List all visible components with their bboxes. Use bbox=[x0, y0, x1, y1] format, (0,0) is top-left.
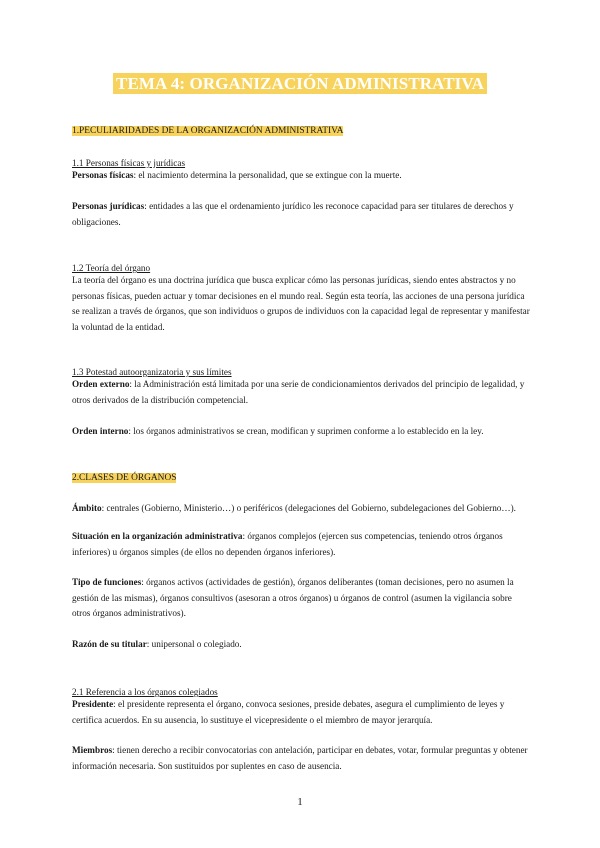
subsection-1-1-heading: 1.1 Personas físicas y jurídicas bbox=[72, 158, 186, 168]
page-number: 1 bbox=[297, 796, 303, 808]
paragraph-orden-interno: Orden interno: los órganos administrativos se crean, modifican y suprimen conforme a lo establecido en la ley. bbox=[72, 426, 484, 436]
paragraph-miembros: Miembros: tienen derecho a recibir convocatorias con antelación, participar en debates, votar, formular preguntas y obtener información necesaria. Son sustituidos por suplentes en caso de ausencia. bbox=[72, 745, 528, 771]
paragraph-personas-fisicas: Personas físicas: el nacimiento determina la personalidad, que se extingue con la muerte. bbox=[72, 170, 402, 180]
paragraph-teoria-organo: La teoría del órgano es una doctrina jurídica que busca explicar cómo las personas jurídicas, siendo entes abstractos y no personas físicas, pueden actuar y tomar decisiones en el mundo real. Según esta teoría, las acciones de una persona jurídica se realizan a través de órganos, que son individuos o grupos de individuos con la capacidad legal de representar y manifestar la voluntad de la entidad. bbox=[72, 275, 530, 332]
paragraph-situacion: Situación en la organización administrativa: órganos complejos (ejercen sus competencias, teniendo otros órganos inferiores) u órganos simples (de ellos no dependen órganos inferiores). bbox=[72, 531, 503, 557]
paragraph-personas-juridicas: Personas jurídicas: entidades a las que el ordenamiento jurídico les reconoce capacidad para ser titulares de derechos y obligaciones. bbox=[72, 201, 514, 227]
subsection-1-2-heading: 1.2 Teoría del órgano bbox=[72, 263, 151, 273]
page-title bbox=[0, 74, 600, 94]
paragraph-razon-titular: Razón de su titular: unipersonal o colegiado. bbox=[72, 639, 242, 649]
section-2-heading: 2.CLASES DE ÓRGANOS bbox=[72, 473, 177, 483]
section-1-heading: 1.PECULIARIDADES DE LA ORGANIZACIÓN ADMINISTRATIVA bbox=[72, 126, 344, 136]
paragraph-ambito: Ámbito: centrales (Gobierno, Ministerio…) o periféricos (delegaciones del Gobierno, subdelegaciones del Gobierno…). bbox=[72, 503, 516, 513]
subsection-2-1-heading: 2.1 Referencia a los órganos colegiados bbox=[72, 687, 218, 697]
title-highlight: TEMA 4: ORGANIZACIÓN ADMINISTRATIVA bbox=[113, 73, 487, 94]
subsection-1-3-heading: 1.3 Potestad autoorganizatoria y sus límites bbox=[72, 367, 232, 377]
paragraph-tipo-funciones: Tipo de funciones: órganos activos (actividades de gestión), órganos deliberantes (toman decisiones, pero no asumen la gestión de las mismas), órganos consultivos (asesoran a otros órganos) u órganos de control (asumen la vigilancia sobre otros órganos administrativos). bbox=[72, 577, 514, 618]
paragraph-presidente: Presidente: el presidente representa el órgano, convoca sesiones, preside debates, asegura el cumplimiento de leyes y certifica acuerdos. En su ausencia, lo sustituye el vicepresidente o el miembro de mayor jerarquía. bbox=[72, 699, 505, 725]
paragraph-orden-externo: Orden externo: la Administración está limitada por una serie de condicionamientos derivados del principio de legalidad, y otros derivados de la distribución competencial. bbox=[72, 379, 525, 405]
